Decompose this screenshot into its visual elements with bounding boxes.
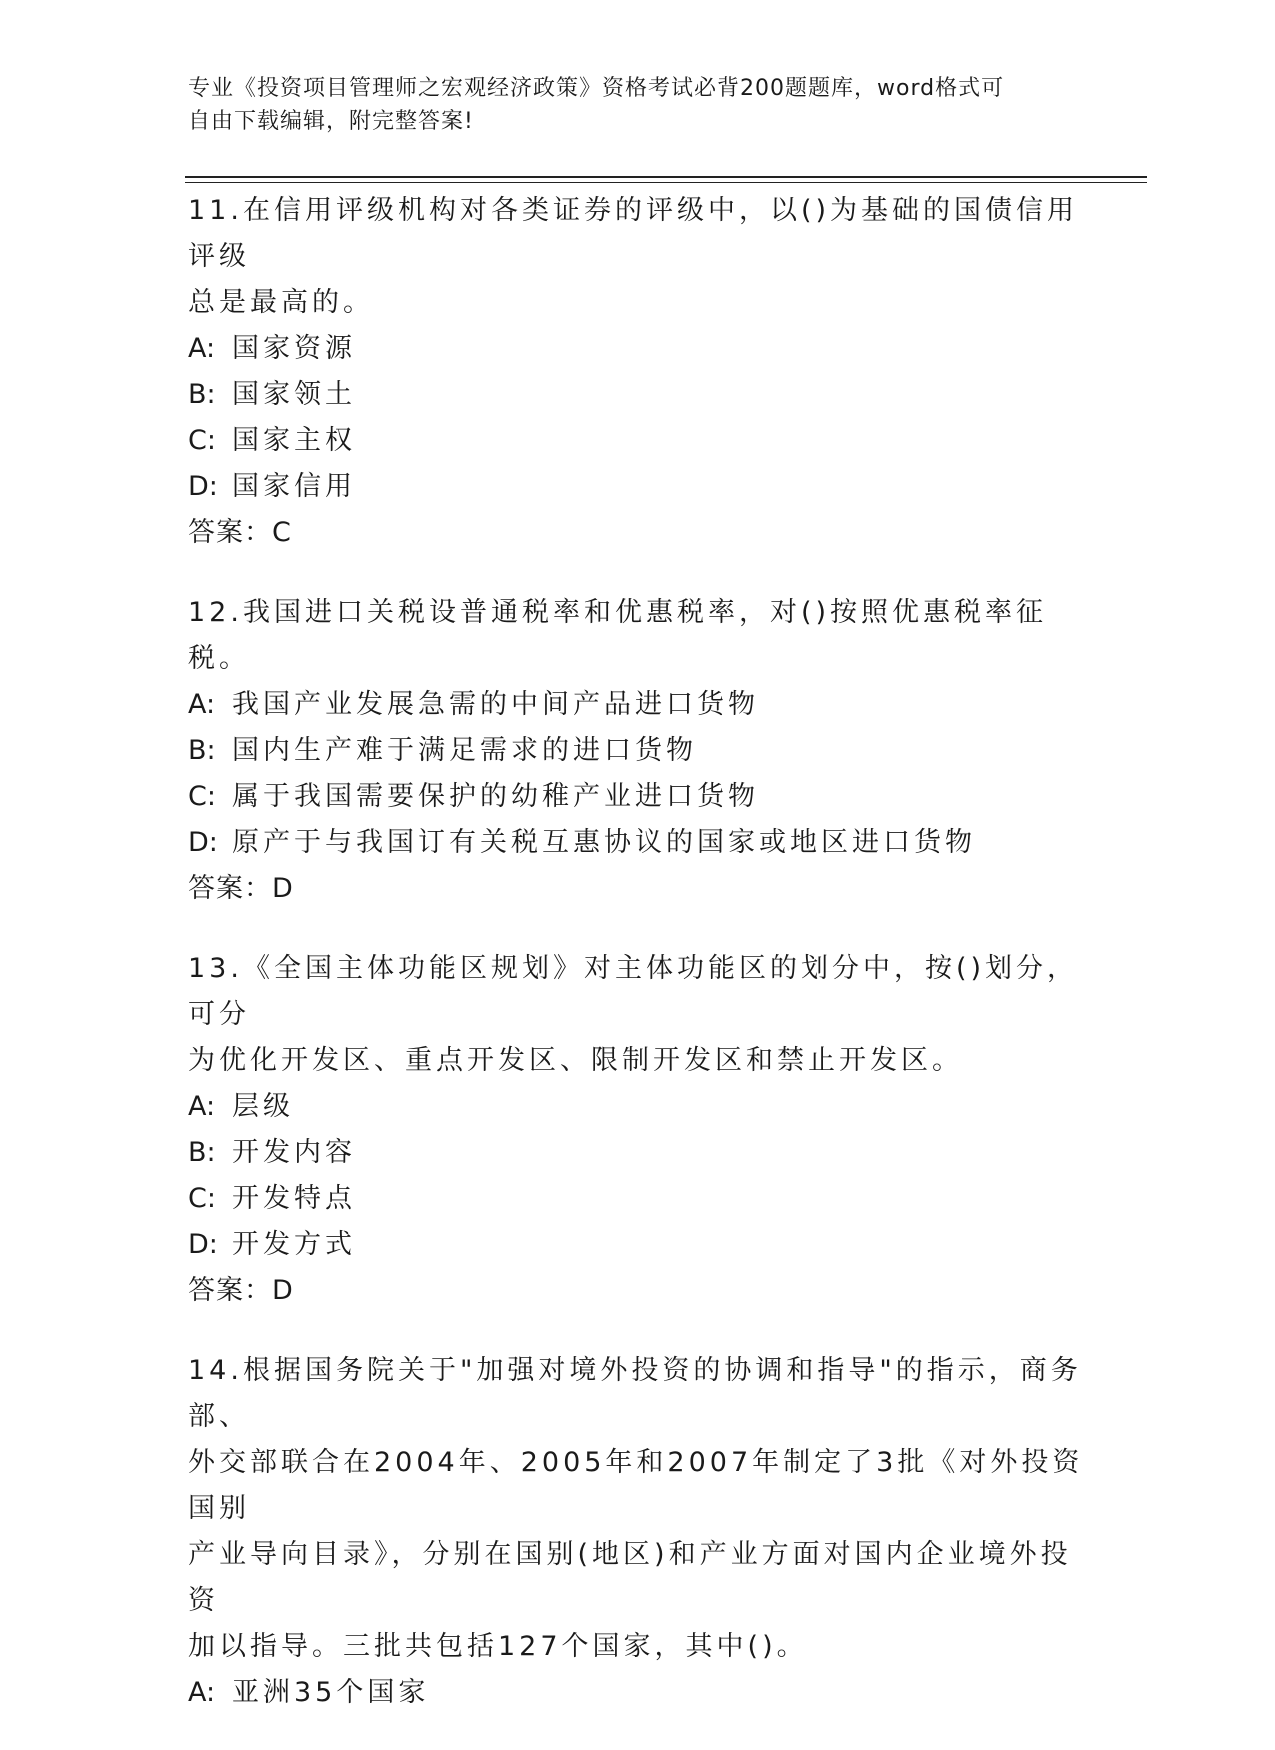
option-key: A: — [188, 1677, 216, 1708]
option-key: B: — [188, 735, 216, 766]
header-divider-thin — [185, 182, 1147, 183]
option-key: D: — [188, 1229, 218, 1260]
option-key: C: — [188, 781, 216, 812]
question-stem-line: 13.《全国主体功能区规划》对主体功能区的划分中，按()划分，可分 — [188, 953, 1079, 1030]
option-key: C: — [188, 1183, 216, 1214]
option-text: 属于我国需要保护的幼稚产业进口货物 — [232, 781, 759, 812]
option-key: A: — [188, 333, 216, 364]
option-key: D: — [188, 827, 218, 858]
option-key: B: — [188, 1137, 216, 1168]
option-text: 开发特点 — [232, 1183, 356, 1214]
option-text: 国内生产难于满足需求的进口货物 — [232, 735, 697, 766]
option-a — [188, 1084, 1088, 1130]
option-text: 国家资源 — [232, 333, 356, 364]
option-key: D: — [188, 471, 218, 502]
option-b — [188, 1130, 1088, 1176]
option-key: C: — [188, 425, 216, 456]
option-text: 开发内容 — [232, 1137, 356, 1168]
option-key: B: — [188, 379, 216, 410]
option-text: 国家信用 — [232, 471, 356, 502]
question-stem-line: 总是最高的。 — [188, 287, 374, 318]
option-text: 国家领土 — [232, 379, 356, 410]
question-stem-line: 11.在信用评级机构对各类证券的评级中，以()为基础的国债信用评级 — [188, 195, 1079, 272]
option-text: 亚洲35个国家 — [232, 1677, 430, 1708]
question-stem-line: 为优化开发区、重点开发区、限制开发区和禁止开发区。 — [188, 1045, 963, 1076]
question-list — [188, 188, 1088, 1750]
question-13 — [188, 946, 1088, 1314]
option-d — [188, 464, 1088, 510]
option-key: A: — [188, 1091, 216, 1122]
question-stem-line: 14.根据国务院关于"加强对境外投资的协调和指导"的指示，商务部、 — [188, 1355, 1082, 1432]
document-header — [188, 72, 1068, 138]
header-line-2: 自由下载编辑，附完整答案! — [188, 109, 474, 134]
answer: 答案：D — [188, 873, 294, 904]
question-stem-line: 产业导向目录》，分别在国别(地区)和产业方面对国内企业境外投资 — [188, 1539, 1072, 1616]
option-text: 国家主权 — [232, 425, 356, 456]
option-c — [188, 418, 1088, 464]
option-text: 我国产业发展急需的中间产品进口货物 — [232, 689, 759, 720]
option-d — [188, 1222, 1088, 1268]
header-line-1: 专业《投资项目管理师之宏观经济政策》资格考试必背200题题库，word格式可 — [188, 76, 1005, 101]
option-d — [188, 820, 1088, 866]
answer: 答案：C — [188, 517, 292, 548]
option-b — [188, 728, 1088, 774]
question-12 — [188, 590, 1088, 912]
option-key: A: — [188, 689, 216, 720]
question-stem-line: 加以指导。三批共包括127个国家，其中()。 — [188, 1631, 808, 1662]
option-a — [188, 1670, 1088, 1716]
question-stem-line: 外交部联合在2004年、2005年和2007年制定了3批《对外投资国别 — [188, 1447, 1084, 1524]
option-c — [188, 774, 1088, 820]
answer: 答案：D — [188, 1275, 294, 1306]
option-b — [188, 372, 1088, 418]
header-divider-thick — [185, 176, 1147, 178]
option-a — [188, 326, 1088, 372]
option-text: 开发方式 — [232, 1229, 356, 1260]
option-text: 原产于与我国订有关税互惠协议的国家或地区进口货物 — [232, 827, 976, 858]
option-a — [188, 682, 1088, 728]
question-14 — [188, 1348, 1088, 1716]
question-stem-line: 12.我国进口关税设普通税率和优惠税率，对()按照优惠税率征税。 — [188, 597, 1048, 674]
question-11 — [188, 188, 1088, 556]
option-c — [188, 1176, 1088, 1222]
option-text: 层级 — [232, 1091, 294, 1122]
